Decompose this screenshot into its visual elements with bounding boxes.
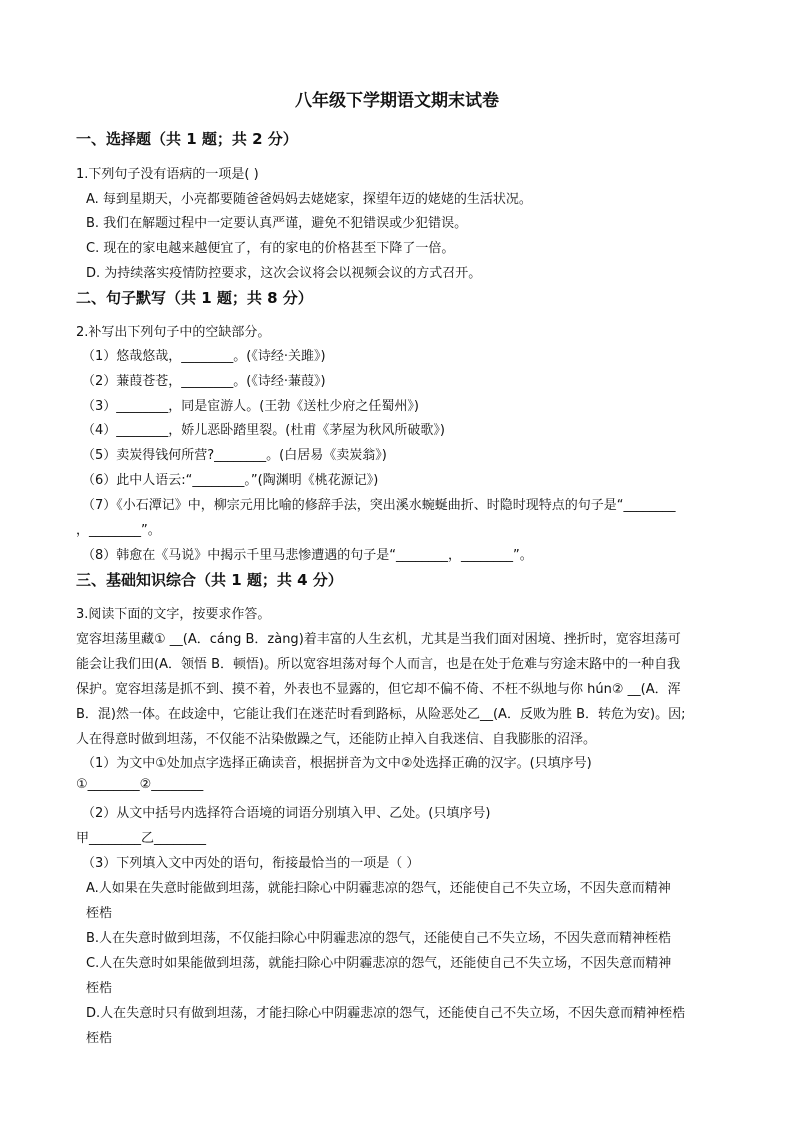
- page-title: 八年级下学期语文期末试卷: [295, 91, 499, 111]
- sub-question-3-option-b: B.人在失意时做到坦荡，不仅能扫除心中阴霾悲凉的怨气，还能使自己不失立场，不因失意而精神桎梏: [86, 931, 672, 946]
- section-heading-1: 一、选择题（共 1 题；共 2 分）: [76, 130, 298, 148]
- passage-line-3: 保护。宽容坦荡是抓不到、摸不着，外表也不显露的，但它却不偏不倚、不枉不纵地与你 hún② __(A．浑: [76, 682, 681, 697]
- passage-line-5: 人在得意时做到坦荡，不仅能不沾染傲躁之气，还能防止掉入自我迷信、自我膨胀的沼泽。: [76, 732, 597, 747]
- sub-question-3-option-c: C.人在失意时如果能做到坦荡，就能扫除心中阴霾悲凉的怨气，还能使自己不失立场，不因失意而精神: [86, 956, 672, 971]
- question-1-stem: 1.下列句子没有语病的一项是( ): [76, 167, 259, 182]
- passage-line-1: 宽容坦荡里藏① __(A．cáng B．zàng)着丰富的人生玄机，尤其是当我们面对困境、挫折时，宽容坦荡可: [76, 632, 681, 647]
- question-2-item-2: （2）蒹葭苍苍，________。(《诗经·蒹葭》): [82, 374, 326, 389]
- question-2-item-4: （4）________，娇儿恶卧踏里裂。(杜甫《茅屋为秋风所破歌》): [82, 423, 445, 438]
- question-1-option-a: A. 每到星期天，小亮都要随爸爸妈妈去姥姥家，探望年迈的姥姥的生活状况。: [86, 192, 532, 207]
- question-2-item-7: （7）《小石潭记》中，柳宗元用比喻的修辞手法，突出溪水蜿蜒曲折、时隐时现特点的句子是“________: [82, 498, 676, 513]
- question-2-item-7-cont: ，________”。: [76, 523, 161, 538]
- question-1-option-c: C. 现在的家电越来越便宜了，有的家电的价格甚至下降了一倍。: [86, 241, 455, 256]
- section-heading-3: 三、基础知识综合（共 1 题；共 4 分）: [76, 571, 343, 589]
- question-2-item-5: （5）卖炭得钱何所营?________。(白居易《卖炭翁》): [82, 448, 387, 463]
- question-2-item-1: （1）悠哉悠哉，________。(《诗经·关雎》): [82, 349, 326, 364]
- section-heading-2: 二、句子默写（共 1 题；共 8 分）: [76, 289, 313, 307]
- sub-question-3-option-a-cont: 桎梏: [86, 906, 113, 921]
- question-3-stem: 3.阅读下面的文字，按要求作答。: [76, 607, 271, 622]
- question-2-item-3: （3）________，同是宦游人。(王勃《送杜少府之任蜀州》): [82, 399, 419, 414]
- sub-question-1-answer: ①________②________: [76, 777, 204, 792]
- question-2-item-8: （8）韩愈在《马说》中揭示千里马悲惨遭遇的句子是“________，________”。: [82, 548, 533, 563]
- question-1-option-b: B. 我们在解题过程中一定要认真严谨，避免不犯错误或少犯错误。: [86, 216, 468, 231]
- sub-question-3: （3）下列填入文中丙处的语句，衔接最恰当的一项是（ ）: [82, 856, 420, 871]
- question-2-item-6: （6）此中人语云:“________。”(陶渊明《桃花源记》): [82, 473, 379, 488]
- question-1-option-d: D. 为持续落实疫情防控要求，这次会议将会以视频会议的方式召开。: [86, 266, 482, 281]
- sub-question-2: （2）从文中括号内选择符合语境的词语分别填入甲、乙处。(只填序号): [82, 806, 491, 821]
- passage-line-4: B．混)然一体。在歧途中，它能让我们在迷茫时看到路标，从险恶处乙__(A．反败为胜 B．转危为安)。因;: [76, 707, 686, 722]
- sub-question-1: （1）为文中①处加点字选择正确读音，根据拼音为文中②处选择正确的汉字。(只填序号): [82, 756, 592, 771]
- question-2-stem: 2.补写出下列句子中的空缺部分。: [76, 325, 271, 340]
- passage-line-2: 能会让我们田(A．领悟 B．顿悟)。所以宽容坦荡对每个人而言，也是在处于危难与穷途末路中的一种自我: [76, 657, 681, 672]
- sub-question-3-option-a: A.人如果在失意时能做到坦荡，就能扫除心中阴霾悲凉的怨气，还能使自己不失立场，不因失意而精神: [86, 881, 671, 896]
- sub-question-3-option-c-cont: 桎梏: [86, 981, 113, 996]
- sub-question-3-option-d: D.人在失意时只有做到坦荡，才能扫除心中阴霾悲凉的怨气，还能使自己不失立场，不因失意而精神桎梏: [86, 1006, 686, 1021]
- sub-question-2-answer: 甲________乙________: [76, 831, 207, 846]
- sub-question-3-option-d-cont: 桎梏: [86, 1031, 113, 1046]
